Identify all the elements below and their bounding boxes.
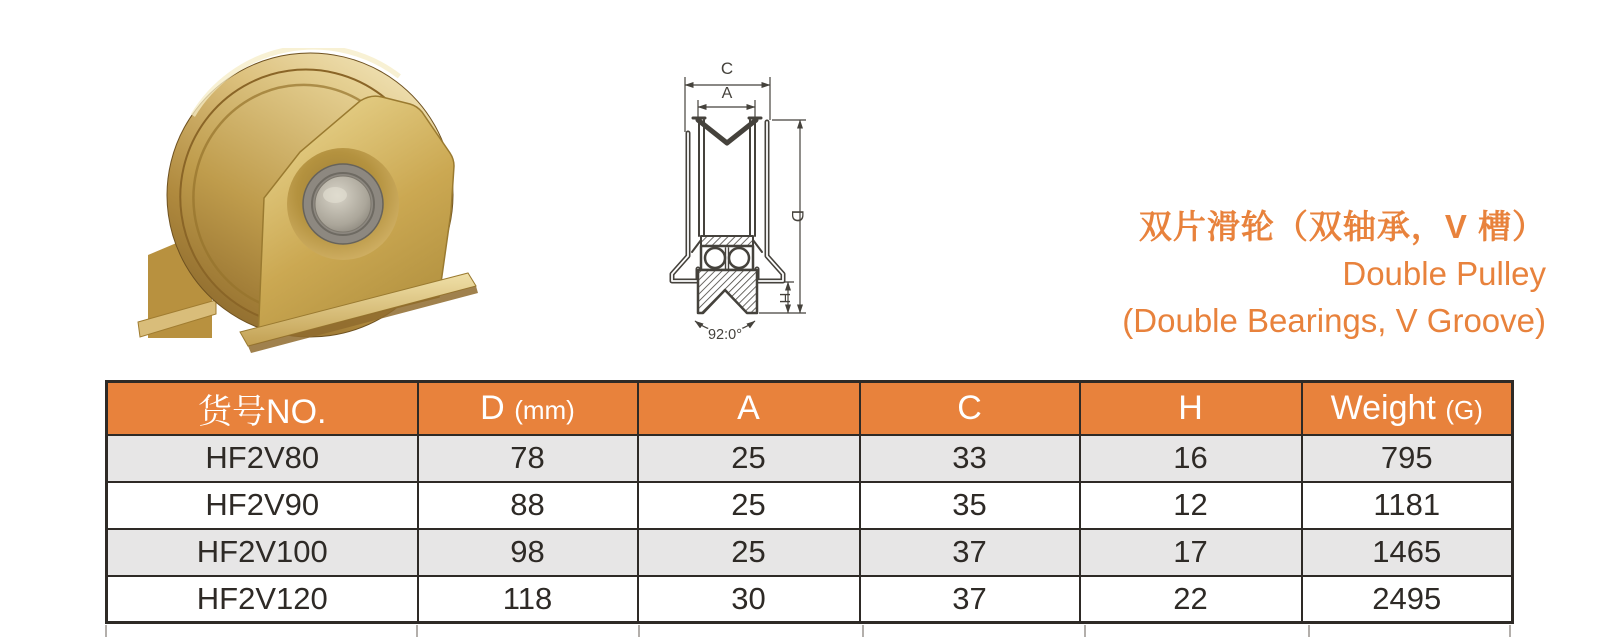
header-label: C bbox=[957, 388, 982, 427]
header-row bbox=[107, 382, 1513, 435]
cell-c: 33 bbox=[860, 435, 1080, 482]
spec-table bbox=[105, 380, 1514, 624]
title-line-zh: 双片滑轮（双轴承，V 槽） bbox=[1138, 208, 1546, 245]
cell-h: 12 bbox=[1080, 482, 1302, 529]
washer bbox=[701, 236, 753, 246]
cell-a: 25 bbox=[638, 529, 860, 576]
dim-label-h: H bbox=[776, 292, 793, 304]
bearing-right bbox=[729, 248, 749, 268]
v-groove-top bbox=[698, 120, 756, 143]
cell-h: 17 bbox=[1080, 529, 1302, 576]
cell-model: HF2V120 bbox=[107, 576, 418, 623]
header-label: D bbox=[480, 388, 505, 427]
cell-weight: 795 bbox=[1302, 435, 1513, 482]
header-label: Weight bbox=[1330, 388, 1436, 427]
dim-label-d: D bbox=[788, 209, 807, 223]
cell-weight: 1465 bbox=[1302, 529, 1513, 576]
product-title bbox=[1122, 203, 1546, 344]
cell-d: 88 bbox=[418, 482, 638, 529]
dimension-diagram bbox=[620, 40, 840, 350]
header-label: H bbox=[1178, 388, 1203, 427]
col-header-h bbox=[1080, 382, 1302, 435]
cell-c: 37 bbox=[860, 576, 1080, 623]
right-bracket bbox=[757, 122, 783, 281]
col-header-weight bbox=[1302, 382, 1513, 435]
groove-angle-label: 92.0° bbox=[707, 327, 743, 343]
cell-c: 37 bbox=[860, 529, 1080, 576]
header-label: 货号NO. bbox=[198, 392, 327, 431]
cell-model: HF2V100 bbox=[107, 529, 418, 576]
cell-a: 25 bbox=[638, 435, 860, 482]
cell-a: 30 bbox=[638, 576, 860, 623]
header-label: A bbox=[737, 388, 760, 427]
table-row bbox=[107, 482, 1513, 529]
spec-table-wrap bbox=[105, 380, 1511, 637]
header-unit: (G) bbox=[1445, 394, 1483, 425]
cropped-row-hint bbox=[105, 625, 1511, 637]
col-header-model bbox=[107, 382, 418, 435]
cell-h: 22 bbox=[1080, 576, 1302, 623]
cell-d: 98 bbox=[418, 529, 638, 576]
cell-model: HF2V90 bbox=[107, 482, 418, 529]
product-photo bbox=[135, 48, 485, 363]
dim-label-a: A bbox=[721, 85, 733, 102]
col-header-d bbox=[418, 382, 638, 435]
table-row bbox=[107, 529, 1513, 576]
cell-d: 78 bbox=[418, 435, 638, 482]
bearing-left bbox=[705, 248, 725, 268]
cell-c: 35 bbox=[860, 482, 1080, 529]
cell-d: 118 bbox=[418, 576, 638, 623]
dim-label-c: C bbox=[720, 59, 734, 78]
groove-block bbox=[698, 270, 757, 313]
pulley-cross-section bbox=[672, 118, 783, 313]
cell-a: 25 bbox=[638, 482, 860, 529]
table-row bbox=[107, 576, 1513, 623]
axle bbox=[315, 176, 371, 232]
cell-weight: 2495 bbox=[1302, 576, 1513, 623]
hub bbox=[287, 148, 399, 260]
table-row bbox=[107, 435, 1513, 482]
title-line-en-1: Double Pulley bbox=[1342, 255, 1546, 292]
header-unit: (mm) bbox=[514, 394, 575, 425]
col-header-a bbox=[638, 382, 860, 435]
cell-weight: 1181 bbox=[1302, 482, 1513, 529]
cell-model: HF2V80 bbox=[107, 435, 418, 482]
cell-h: 16 bbox=[1080, 435, 1302, 482]
pulley-walls bbox=[699, 120, 755, 236]
col-header-c bbox=[860, 382, 1080, 435]
title-line-en-2: (Double Bearings, V Groove) bbox=[1122, 302, 1546, 339]
